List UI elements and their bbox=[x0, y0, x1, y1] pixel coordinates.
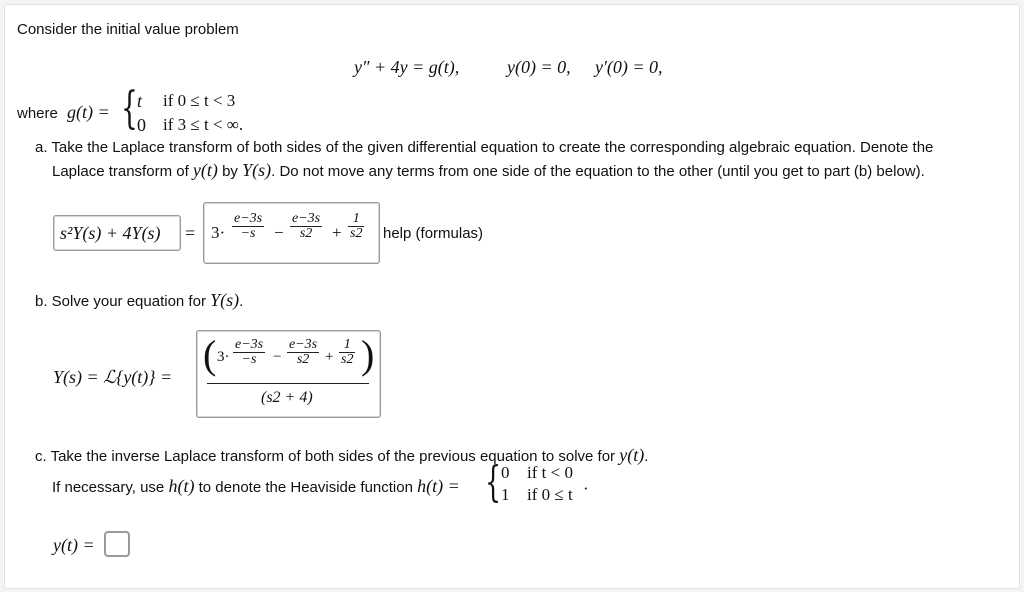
intro-text: Consider the initial value problem bbox=[17, 21, 239, 38]
h-trailing-dot: · bbox=[583, 479, 589, 498]
fraction-bar bbox=[207, 383, 369, 384]
equals-sign-a: = bbox=[185, 223, 196, 243]
g-lhs: g(t) = bbox=[67, 102, 110, 122]
h-case1-condition: if t < 0 bbox=[527, 463, 573, 482]
piecewise-brace: { bbox=[121, 83, 138, 134]
problem-card bbox=[4, 4, 1020, 589]
h-case2-condition: if 0 ≤ t bbox=[527, 485, 573, 504]
g-case2-condition: if 3 ≤ t < ∞. bbox=[163, 115, 244, 134]
b-fraction-1: $\frac{e-3s}{-s}$ bbox=[235, 337, 264, 367]
part-a-instructions-line2: Laplace transform of y(t) by Y(s). Do not move any terms from one side of the equation to the other (until you get to part (b) below). bbox=[52, 160, 925, 180]
b-fraction-3: $\frac{1}{s2}$ bbox=[341, 337, 354, 367]
laplace-rhs-answer[interactable] bbox=[203, 202, 380, 264]
b-fraction-2: $\frac{e-3s}{s2}$ bbox=[289, 337, 318, 367]
g-case1-value: t bbox=[137, 91, 143, 111]
part-c-instructions-line2: If necessary, use h(t) to denote the Heaviside function h(t) = bbox=[52, 476, 460, 496]
rhs-minus: − bbox=[274, 223, 284, 242]
open-paren: ( bbox=[203, 332, 217, 377]
b-coefficient: 3· bbox=[217, 349, 230, 365]
Y-of-s-answer[interactable] bbox=[196, 330, 381, 418]
h-case1-value: 0 bbox=[501, 463, 510, 482]
g-case1-condition: if 0 ≤ t < 3 bbox=[163, 91, 236, 110]
b-plus: + bbox=[325, 349, 334, 365]
laplace-lhs-text: s²Y(s) + 4Y(s) bbox=[60, 223, 161, 243]
rhs-fraction-1: $\frac{e-3s}{-s}$ bbox=[234, 211, 263, 241]
close-paren: ) bbox=[361, 332, 375, 377]
rhs-fraction-2: $\frac{e-3s}{s2}$ bbox=[292, 211, 321, 241]
h-case2-value: 1 bbox=[501, 485, 510, 504]
heaviside-brace: { bbox=[485, 457, 502, 506]
initial-condition-1: y(0) = 0, bbox=[507, 57, 571, 77]
rhs-plus: + bbox=[332, 223, 342, 242]
rhs-coefficient: 3· bbox=[211, 223, 226, 242]
part-c-instructions-line1: c. Take the inverse Laplace transform of both sides of the previous equation to solve for y(t). bbox=[35, 445, 649, 465]
b-minus: − bbox=[273, 349, 282, 365]
b-denominator: (s2 + 4) bbox=[261, 389, 313, 406]
rhs-fraction-3: $\frac{1}{s2}$ bbox=[350, 211, 363, 241]
where-label: where bbox=[17, 105, 58, 122]
initial-condition-2: y′(0) = 0, bbox=[595, 57, 663, 77]
g-case2-value: 0 bbox=[137, 115, 146, 135]
laplace-lhs-answer[interactable] bbox=[53, 215, 181, 251]
part-a-instructions-line1: a. Take the Laplace transform of both sides of the given differential equation to create the corresponding algebraic equation. Denote the bbox=[35, 139, 934, 156]
ode-equation: y″ + 4y = g(t), bbox=[354, 57, 460, 77]
part-b-prompt: b. Solve your equation for Y(s). bbox=[35, 290, 244, 310]
help-formulas-link[interactable]: help (formulas) bbox=[383, 225, 484, 242]
y-answer-label: y(t) = bbox=[53, 535, 95, 555]
y-answer-input[interactable] bbox=[104, 531, 130, 557]
part-b-lhs: Y(s) = ℒ{y(t)} = bbox=[53, 367, 173, 387]
